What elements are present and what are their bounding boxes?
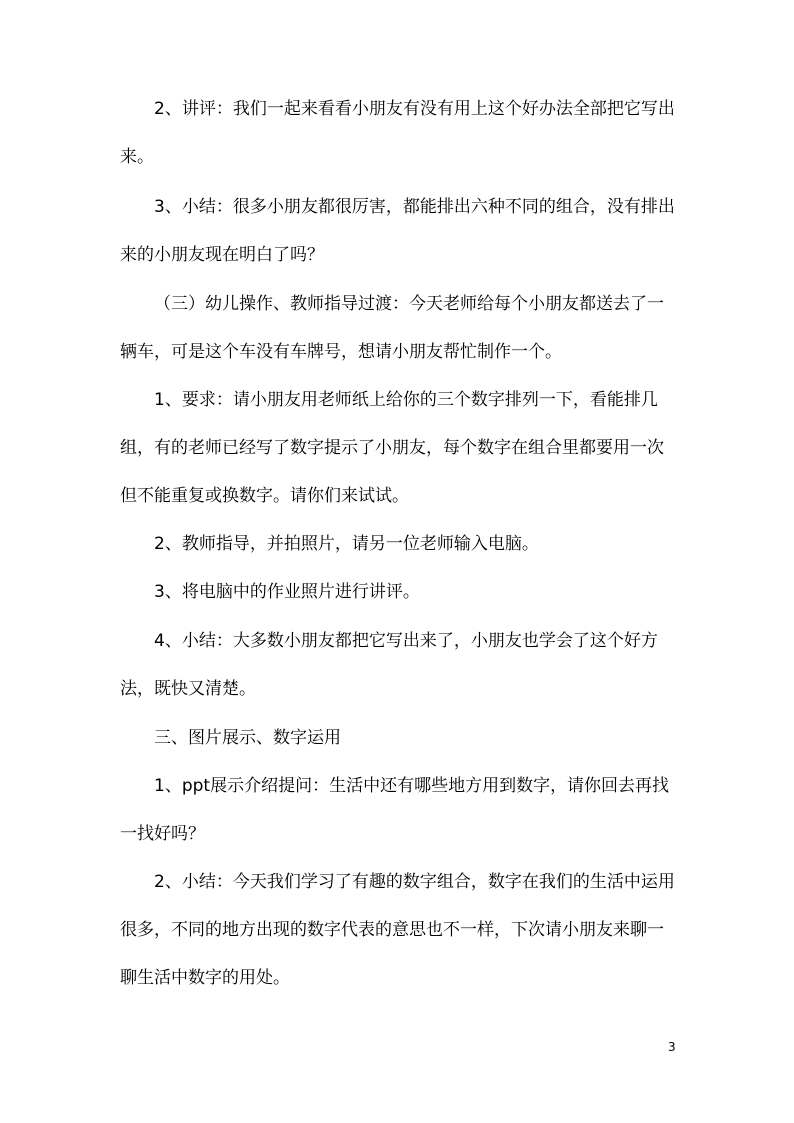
paragraph-teacher-guidance: 2、教师指导，并拍照片，请另一位老师输入电脑。 (154, 534, 539, 554)
paragraph-summary-3: 2、小结：今天我们学习了有趣的数字组合，数字在我们的生活中运用很多，不同的地方出现的数字代表的意思也不一样，下次请小朋友来聊一聊生活中数字的用处。 (120, 872, 675, 988)
page-number: 3 (668, 1040, 676, 1054)
paragraph-summary-1: 3、小结：很多小朋友都很厉害，都能排出六种不同的组合，没有排出来的小朋友现在明白了吗？ (120, 197, 675, 265)
paragraph-summary-2: 4、小结：大多数小朋友都把它写出来了，小朋友也学会了这个好方法，既快又清楚。 (120, 631, 658, 699)
paragraph-requirements: 1、要求：请小朋友用老师纸上给你的三个数字排列一下，看能排几组，有的老师已经写了数字提示了小朋友，每个数字在组合里都要用一次但不能重复或换数字。请你们来试试。 (120, 390, 664, 506)
paragraph-section-three: （三）幼儿操作、教师指导过渡：今天老师给每个小朋友都送去了一辆车，可是这个车没有车牌号，想请小朋友帮忙制作一个。 (120, 294, 664, 362)
paragraph-photo-review: 3、将电脑中的作业照片进行讲评。 (154, 582, 420, 602)
paragraph-review: 2、讲评：我们一起来看看小朋友有没有用上这个好办法全部把它写出来。 (120, 99, 675, 167)
paragraph-ppt-question: 1、ppt展示介绍提问：生活中还有哪些地方用到数字，请你回去再找一找好吗？ (120, 776, 670, 844)
section-heading-three: 三、图片展示、数字运用 (154, 728, 341, 748)
